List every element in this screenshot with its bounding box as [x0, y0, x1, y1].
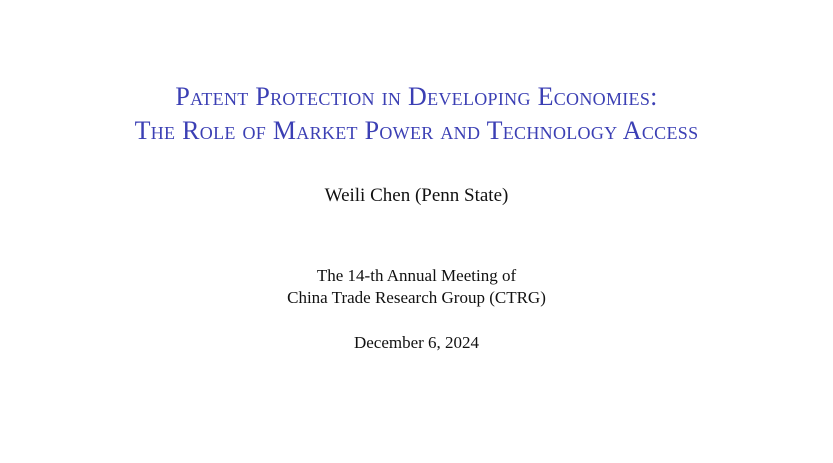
title-line-1: Patent Protection in Developing Economies: — [175, 82, 658, 111]
presentation-title — [0, 80, 833, 148]
presentation-date: December 6, 2024 — [353, 333, 480, 352]
author: Weili Chen (Penn State) — [324, 185, 509, 206]
venue-line-1: The 14-th Annual Meeting of — [316, 266, 517, 285]
venue-line-2: China Trade Research Group (CTRG) — [287, 288, 546, 307]
venue — [0, 265, 833, 309]
title-line-2: The Role of Market Power and Technology Access — [134, 116, 699, 145]
